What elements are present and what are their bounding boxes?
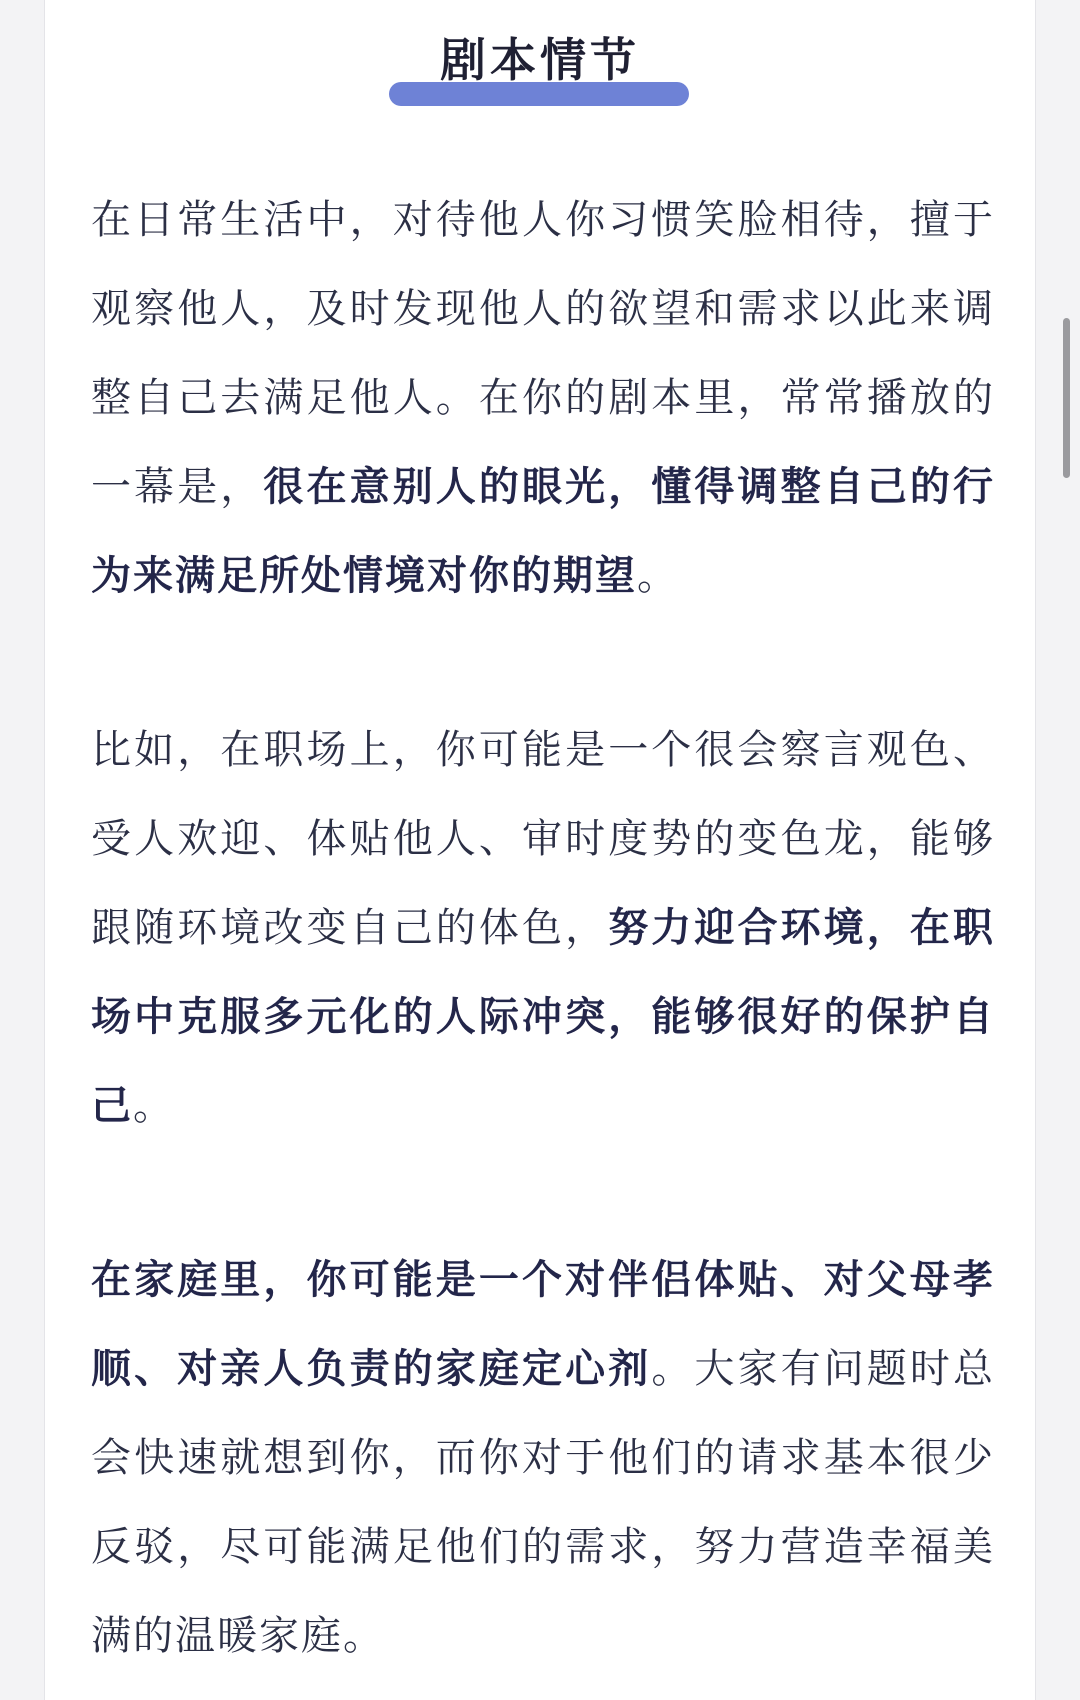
paragraph-2-end: 。 (133, 1083, 175, 1129)
paragraph-1-end: 。 (637, 553, 679, 599)
paragraph-1-emphasis: 很在意别人的眼光，懂得调整自己的行为来满足所处情境对你的期望 (91, 464, 996, 599)
article-page (44, 0, 1036, 1700)
article-body (91, 176, 995, 1681)
vertical-scrollbar[interactable] (1063, 318, 1070, 478)
section-heading (45, 30, 1035, 110)
paragraph-1-text: 在日常生活中，对待他人你习惯笑脸相待，擅于观察他人，及时发现他人的欲望和需求以此来调整自己去满足他人。在你的剧本里，常常播放的一幕是， (91, 197, 995, 510)
paragraph-2-emphasis: 努力迎合环境，在职场中克服多元化的人际冲突，能够很好的保护自己 (91, 905, 996, 1129)
paragraph-3-emphasis: 在家庭里，你可能是一个对伴侣体贴、对父母孝顺、对亲人负责的家庭定心剂 (91, 1257, 995, 1392)
paragraph-1 (91, 176, 995, 621)
paragraph-3-text: 。大家有问题时总会快速就想到你，而你对于他们的请求基本很少反驳，尽可能满足他们的需求，努力营造幸福美满的温暖家庭。 (91, 1346, 996, 1659)
paragraph-2-text: 比如，在职场上，你可能是一个很会察言观色、受人欢迎、体贴他人、审时度势的变色龙，能够跟随环境改变自己的体色， (91, 727, 995, 951)
section-title: 剧本情节 (440, 33, 640, 87)
paragraph-3 (91, 1236, 995, 1681)
paragraph-2 (91, 706, 995, 1151)
